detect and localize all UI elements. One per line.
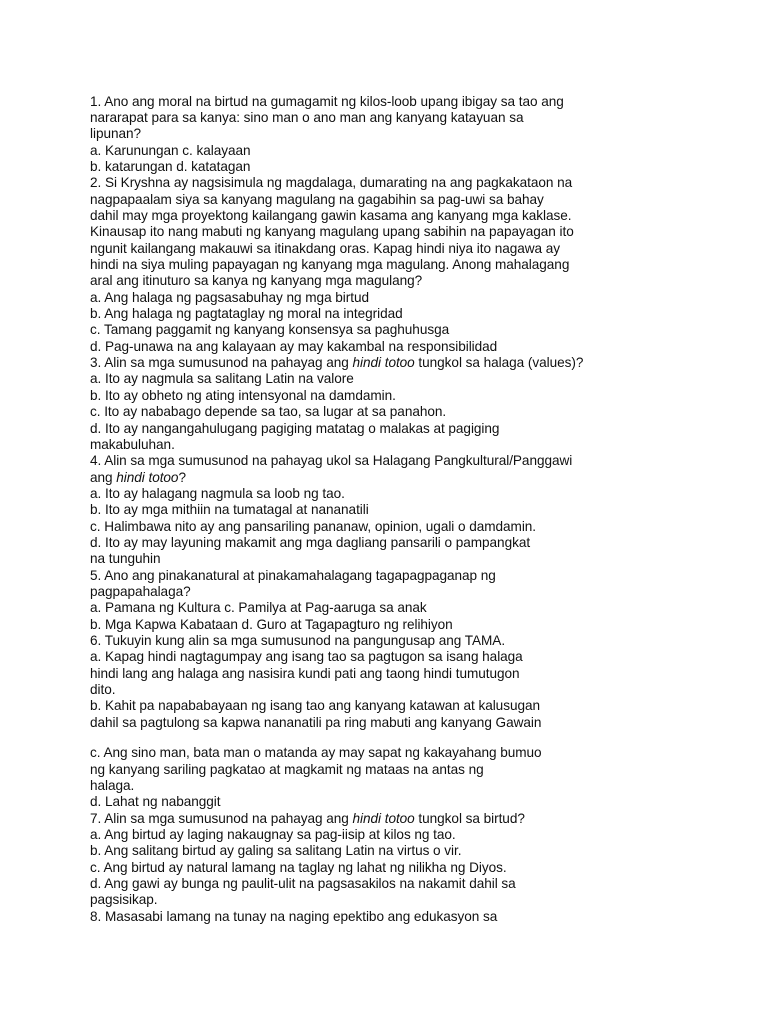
italic-text: hindi totoo (352, 810, 415, 826)
text-line (90, 843, 461, 859)
text-line (90, 600, 427, 616)
text-segment: a. Pamana ng Kultura c. Pamilya at Pag-aaruga sa anak (90, 600, 427, 616)
text-line (90, 649, 523, 665)
text-segment: b. Ang halaga ng pagtataglay ng moral na integridad (90, 306, 403, 322)
text-segment: nararapat para sa kanya: sino man o ano man ang kanyang katayuan sa (90, 109, 524, 125)
text-line (90, 551, 161, 567)
text-line (90, 860, 507, 876)
text-segment: b. Kahit pa napababayaan ng isang tao ang kanyang katawan at kalusugan (90, 698, 540, 714)
text-segment: 3. Alin sa mga sumusunod na pahayag ang (90, 355, 353, 371)
text-segment: 5. Ano ang pinakanatural at pinakamahalagang tagapagpaganap ng (90, 567, 496, 583)
text-line (90, 909, 497, 925)
text-segment: ? (178, 469, 186, 485)
text-line (90, 827, 456, 843)
text-segment: d. Ito ay nangangahulugang pagiging matatag o malakas at pagiging (90, 420, 500, 436)
text-line (90, 241, 560, 257)
text-segment: ang (90, 469, 117, 485)
text-line (90, 404, 446, 420)
text-line (90, 126, 141, 142)
text-line (90, 208, 572, 224)
text-segment: pagpapahalaga? (90, 584, 191, 599)
text-segment: 1. Ano ang moral na birtud na gumagamit ng kilos-loob upang ibigay sa tao ang (90, 93, 564, 109)
text-line (90, 110, 523, 126)
text-segment: tungkol sa halaga (values)? (414, 355, 584, 371)
text-line (90, 486, 345, 502)
text-line (90, 794, 220, 810)
text-line (90, 698, 540, 714)
text-line (90, 355, 583, 371)
text-segment: b. Ang salitang birtud ay galing sa salitang Latin na virtus o vir. (90, 843, 462, 859)
text-segment: d. Lahat ng nabanggit (90, 794, 221, 810)
text-line (90, 421, 499, 437)
text-segment: 6. Tukuyin kung alin sa mga sumusunod na pangungusap ang TAMA. (90, 633, 506, 649)
text-line (90, 273, 422, 289)
text-line (90, 192, 544, 208)
text-line (90, 617, 453, 633)
text-segment: dahil sa pagtulong sa kapwa nananatili pa ring mabuti ang kanyang Gawain (90, 714, 542, 730)
text-line (90, 437, 175, 453)
text-segment: pagsisikap. (90, 892, 158, 908)
italic-text: hindi totoo (116, 469, 179, 485)
italic-text: hindi totoo (352, 355, 415, 371)
text-line (90, 778, 134, 794)
text-segment: d. Pag-unawa na ang kalayaan ay may kakambal na responsibilidad (90, 338, 498, 354)
text-segment: b. Ito ay obheto ng ating intensyonal na damdamin. (90, 387, 396, 403)
text-segment: dito. (90, 682, 116, 698)
text-segment: a. Ito ay nagmula sa salitang Latin na valore (90, 371, 354, 387)
text-segment: a. Karunungan c. kalayaan (90, 142, 251, 158)
text-segment: halaga. (90, 777, 135, 793)
text-segment: 8. Masasabi lamang na tunay na naging epektibo ang edukasyon sa (90, 908, 498, 924)
text-line (90, 633, 505, 649)
text-segment: c. Ang sino man, bata man o matanda ay may sapat ng kakayahang bumuo (90, 745, 542, 761)
text-segment: hindi lang ang halaga ang nasisira kundi pati ang taong hindi tumutugon (90, 665, 520, 681)
text-segment: 4. Alin sa mga sumusunod na pahayag ukol sa Halagang Pangkultural/Panggawi (90, 453, 573, 469)
text-segment: c. Ang birtud ay natural lamang na taglay ng lahat ng nilikha ng Diyos. (90, 859, 507, 875)
text-segment: na tunguhin (90, 551, 161, 567)
text-segment: ng kanyang sariling pagkatao at magkamit ng mataas na antas ng (90, 761, 484, 777)
text-line (90, 762, 484, 778)
text-line (90, 175, 572, 191)
text-line (90, 306, 403, 322)
text-line (90, 470, 186, 486)
text-line (90, 257, 569, 273)
text-segment: a. Ito ay halagang nagmula sa loob ng tao. (90, 485, 345, 501)
text-segment: c. Tamang paggamit ng kanyang konsensya sa paghuhusga (90, 322, 450, 338)
text-line (90, 388, 396, 404)
text-line (90, 682, 115, 698)
text-line (90, 502, 369, 518)
text-segment: dahil may mga proyektong kailangang gawin kasama ang kanyang mga kaklase. (90, 207, 572, 223)
text-segment: b. Ito ay mga mithiin na tumatagal at nananatili (90, 502, 369, 518)
text-segment: a. Ang birtud ay laging nakaugnay sa pag-iisip at kilos ng tao. (90, 826, 456, 842)
text-line (90, 224, 574, 240)
text-line (90, 584, 191, 600)
text-segment: Kinausap ito nang mabuti ng kanyang magulang upang sabihin na papayagan ito (90, 224, 574, 240)
text-segment: d. Ito ay may layuning makamit ang mga dagliang pansarili o pampangkat (90, 534, 531, 550)
text-line (90, 811, 525, 827)
text-line (90, 519, 536, 535)
text-segment: c. Halimbawa nito ay ang pansariling pananaw, opinion, ugali o damdamin. (90, 518, 537, 534)
text-line (90, 745, 542, 761)
text-line (90, 892, 157, 908)
text-line (90, 94, 564, 110)
text-segment: d. Ang gawi ay bunga ng paulit-ulit na pagsasakilos na nakamit dahil sa (90, 875, 516, 891)
text-segment: ngunit kailangang makauwi sa itinakdang oras. Kapag hindi niya ito nagawa ay (90, 240, 561, 256)
text-line (90, 143, 250, 159)
text-segment: a. Kapag hindi nagtagumpay ang isang tao sa pagtugon sa isang halaga (90, 649, 523, 665)
text-segment: a. Ang halaga ng pagsasabuhay ng mga birtud (90, 289, 370, 305)
text-line (90, 339, 497, 355)
text-line (90, 535, 530, 551)
text-line (90, 322, 449, 338)
text-line (90, 453, 572, 469)
text-line (90, 159, 250, 175)
text-line (90, 666, 520, 682)
text-segment: tungkol sa birtud? (414, 810, 525, 826)
text-segment: 2. Si Kryshna ay nagsisimula ng magdalaga, dumarating na ang pagkakataon na (90, 175, 573, 191)
text-segment: aral ang itinuturo sa kanya ng kanyang mga magulang? (90, 273, 423, 289)
text-line (90, 876, 516, 892)
text-segment: b. Mga Kapwa Kabataan d. Guro at Tagapagturo ng relihiyon (90, 616, 453, 632)
text-line (90, 290, 369, 306)
text-segment: hindi na siya muling papayagan ng kanyang mga magulang. Anong mahalagang (90, 257, 570, 272)
text-segment: c. Ito ay nababago depende sa tao, sa lugar at sa panahon. (90, 404, 447, 420)
text-segment: b. katarungan d. katatagan (90, 158, 251, 174)
text-segment: makabuluhan. (90, 436, 175, 452)
text-line (90, 715, 541, 731)
text-segment: 7. Alin sa mga sumusunod na pahayag ang (90, 810, 353, 826)
text-line (90, 371, 354, 387)
text-segment: nagpapaalam siya sa kanyang magulang na gagabihin sa pag-uwi sa bahay (90, 191, 544, 207)
text-line (90, 568, 496, 584)
text-segment: lipunan? (90, 126, 142, 142)
